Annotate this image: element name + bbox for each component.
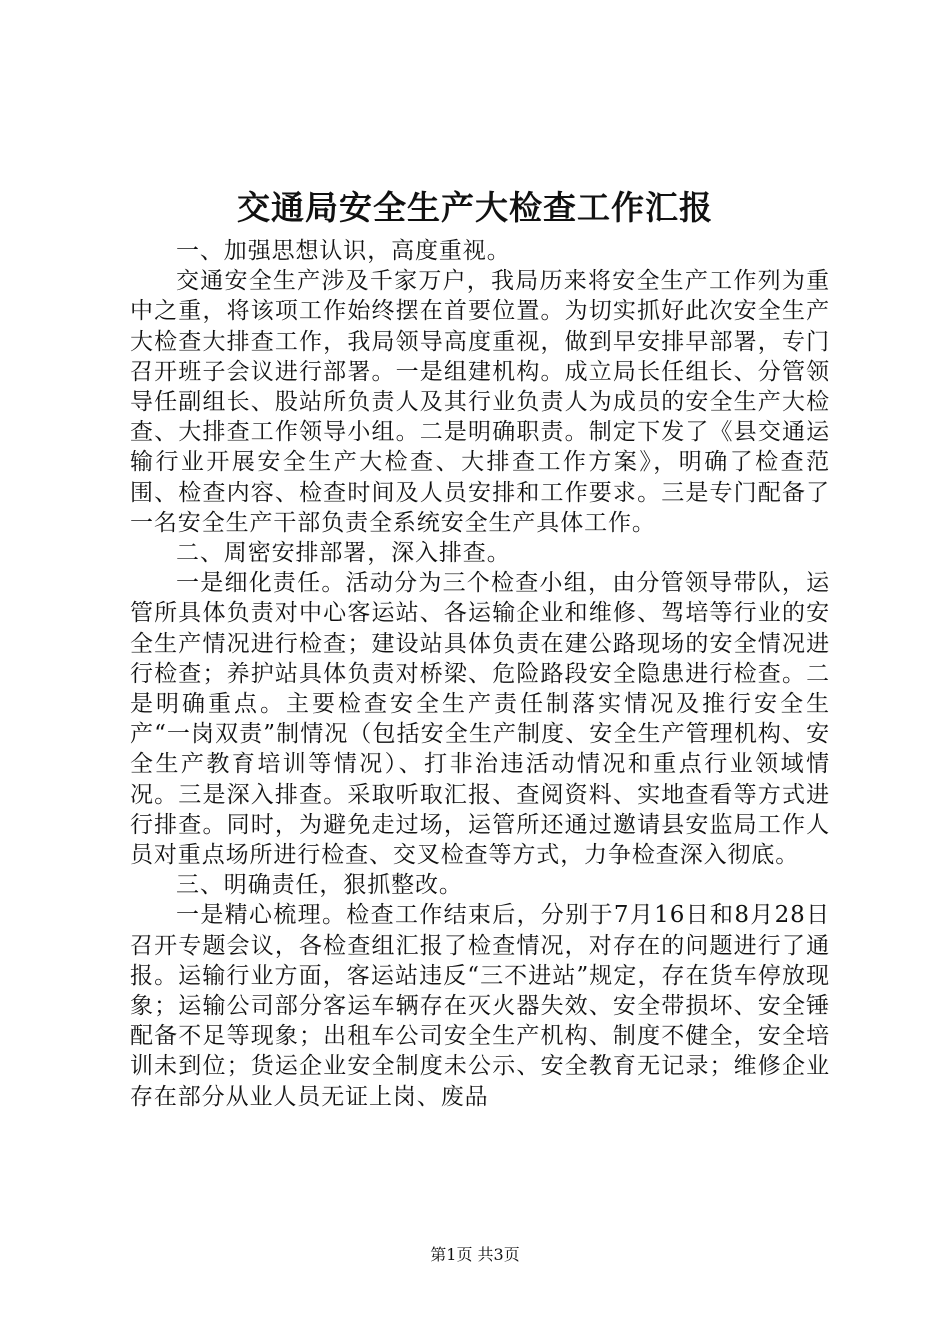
- page-footer: 第1页 共3页: [430, 1245, 520, 1264]
- paragraph-1: 交通安全生产涉及千家万户，我局历来将安全生产工作列为重中之重，将该项工作始终摆在首要位置。为切实抓好此次安全生产大检查大排查工作，我局领导高度重视，做到早安排早部署，专门召开班子会议进行部署。一是组建机构。成立局长任组长、分管领导任副组长、股站所负责人及其行业负责人为成员的安全生产大检查、大排查工作领导小组。二是明确职责。制定下发了《县交通运输行业开展安全生产大检查、大排查工作方案》，明确了检查范围、检查内容、检查时间及人员安排和工作要求。三是专门配备了一名安全生产干部负责全系统安全生产具体工作。: [130, 268, 830, 536]
- paragraph-2: 一是细化责任。活动分为三个检查小组，由分管领导带队，运管所具体负责对中心客运站、各运输企业和维修、驾培等行业的安全生产情况进行检查；建设站具体负责在建公路现场的安全情况进行检查；养护站具体负责对桥梁、危险路段安全隐患进行检查。二是明确重点。主要检查安全生产责任制落实情况及推行安全生产“一岗双责”制情况（包括安全生产制度、安全生产管理机构、安全生产教育培训等情况）、打非治违活动情况和重点行业领域情况。三是深入排查。采取听取汇报、查阅资料、实地查看等方式进行排查。同时，为避免走过场，运管所还通过邀请县安监局工作人员对重点场所进行检查、交叉检查等方式，力争检查深入彻底。: [130, 570, 830, 869]
- paragraph-3: 一是精心梳理。检查工作结束后，分别于7月16日和8月28日召开专题会议，各检查组汇报了检查情况，对存在的问题进行了通报。运输行业方面，客运站违反“三不进站”规定，存在货车停放现象；运输公司部分客运车辆存在灭火器失效、安全带损坏、安全锤配备不足等现象；出租车公司安全生产机构、制度不健全，安全培训未到位；货运企业安全制度未公示、安全教育无记录；维修企业存在部分从业人员无证上岗、废品: [130, 902, 830, 1110]
- document-title: 交通局安全生产大检查工作汇报: [237, 188, 713, 227]
- section-heading-2: 二、周密安排部署，深入排查。: [176, 540, 511, 567]
- section-heading-1: 一、加强思想认识，高度重视。: [176, 238, 511, 264]
- section-heading-3: 三、明确责任，狠抓整改。: [176, 872, 463, 899]
- document-body: [130, 236, 830, 1112]
